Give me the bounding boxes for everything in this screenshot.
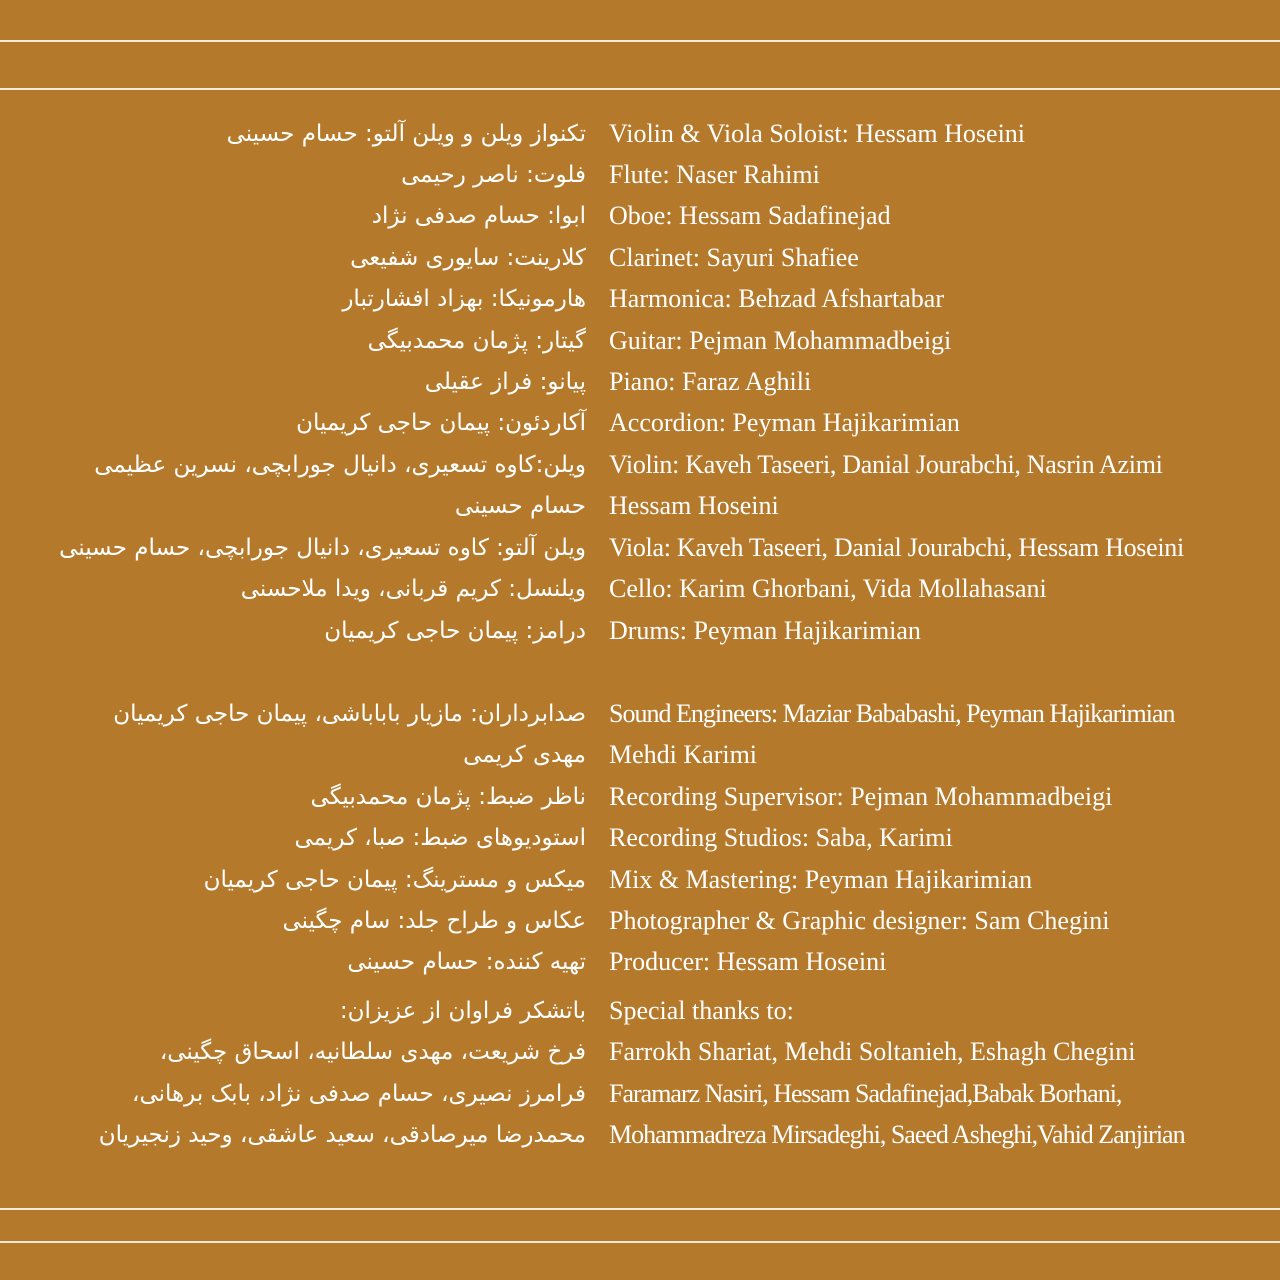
credit-role: Cello: xyxy=(609,574,673,603)
persian-credit: فرخ شریعت، مهدی سلطانیه، اسحاق چگینی، xyxy=(159,1039,586,1065)
credit-names: Pejman Mohammadbeigi xyxy=(689,326,952,355)
credit-names: Mohammadreza Mirsadeghi, Saeed Asheghi,Vahid Zanjirian xyxy=(609,1120,1185,1149)
credit-row xyxy=(0,281,1280,317)
credit-role: Viola: xyxy=(609,533,671,562)
credit-names: Kaveh Taseeri, Danial Jourabchi, Hessam Hoseini xyxy=(676,533,1184,562)
persian-credit: محمدرضا میرصادقی، سعید عاشقی، وحید زنجیریان xyxy=(98,1122,586,1148)
credit-row xyxy=(0,447,1280,483)
credit-names: Peyman Hajikarimian xyxy=(804,865,1033,894)
credit-role: Photographer & Graphic designer: xyxy=(609,906,968,935)
persian-credit: تکنواز ویلن و ویلن آلتو: حسام حسینی xyxy=(226,121,586,147)
persian-credit: ابوا: حسام صدفی نژاد xyxy=(371,203,586,229)
credit-row xyxy=(0,993,1280,1029)
credit-names: Saba, Karimi xyxy=(815,823,953,852)
credit-role: Piano: xyxy=(609,367,676,396)
english-credit xyxy=(609,1076,1121,1112)
persian-credit: پیانو: فراز عقیلی xyxy=(424,369,586,395)
credit-row xyxy=(0,1076,1280,1112)
credit-role: Clarinet: xyxy=(609,243,700,272)
credit-row xyxy=(0,820,1280,856)
persian-credit: درامز: پیمان حاجی کریمیان xyxy=(324,618,586,644)
english-credit xyxy=(609,1117,1185,1153)
persian-credit: آکاردئون: پیمان حاجی کریمیان xyxy=(296,410,586,436)
english-credit xyxy=(609,1034,1135,1070)
english-credit xyxy=(609,530,1184,566)
top-rule-upper xyxy=(0,40,1280,42)
credit-row xyxy=(0,1117,1280,1153)
credit-role: Producer: xyxy=(609,947,711,976)
persian-credit: گیتار: پژمان محمدبیگی xyxy=(367,328,586,354)
english-credit xyxy=(609,488,779,524)
credit-role: Recording Studios: xyxy=(609,823,810,852)
persian-credit: کلارینت: سایوری شفیعی xyxy=(350,245,586,271)
credit-names: Karim Ghorbani, Vida Mollahasani xyxy=(679,574,1047,603)
persian-credit: هارمونیکا: بهزاد افشارتبار xyxy=(342,286,586,312)
credit-names: Pejman Mohammadbeigi xyxy=(850,782,1113,811)
credit-row xyxy=(0,1034,1280,1070)
persian-credit: فرامرز نصیری، حسام صدفی نژاد، بابک برهانی، xyxy=(132,1081,586,1107)
credit-row xyxy=(0,903,1280,939)
english-credit xyxy=(609,364,811,400)
credit-role: Flute: xyxy=(609,160,670,189)
credit-names: Faraz Aghili xyxy=(681,367,812,396)
english-credit xyxy=(609,820,953,856)
credit-row xyxy=(0,779,1280,815)
credit-row xyxy=(0,696,1280,732)
bottom-rule-upper xyxy=(0,1208,1280,1210)
english-credit xyxy=(609,198,891,234)
credit-role: Drums: xyxy=(609,616,687,645)
credit-row xyxy=(0,571,1280,607)
credit-row xyxy=(0,488,1280,524)
english-credit xyxy=(609,779,1112,815)
credit-names: Behzad Afshartabar xyxy=(738,284,944,313)
english-credit xyxy=(609,240,859,276)
english-credit xyxy=(609,613,921,649)
credit-names: Hessam Hoseini xyxy=(609,491,779,520)
credit-names: Maziar Bababashi, Peyman Hajikarimian xyxy=(782,699,1175,728)
credit-row xyxy=(0,116,1280,152)
english-credit xyxy=(609,571,1047,607)
credit-role: Mix & Mastering: xyxy=(609,865,799,894)
credit-row xyxy=(0,323,1280,359)
credit-role: Violin: xyxy=(609,450,680,479)
credit-names: Peyman Hajikarimian xyxy=(732,408,960,437)
credit-role: Sound Engineers: xyxy=(609,699,778,728)
bottom-rule-lower xyxy=(0,1241,1280,1243)
credit-row xyxy=(0,157,1280,193)
credit-row xyxy=(0,862,1280,898)
english-credit xyxy=(609,696,1175,732)
credit-row xyxy=(0,405,1280,441)
credit-names: Peyman Hajikarimian xyxy=(693,616,921,645)
english-credit xyxy=(609,737,757,773)
credit-role: Guitar: xyxy=(609,326,683,355)
credit-names: Sayuri Shafiee xyxy=(706,243,859,272)
credit-names: Hessam Hoseini xyxy=(716,947,887,976)
english-credit xyxy=(609,944,886,980)
top-rule-lower xyxy=(0,88,1280,90)
persian-credit: ویلن آلتو: کاوه تسعیری، دانیال جورابچی، حسام حسینی xyxy=(59,535,586,561)
credit-row xyxy=(0,364,1280,400)
persian-credit: حسام حسینی xyxy=(454,493,586,519)
credit-role: Accordion: xyxy=(609,408,726,437)
english-credit xyxy=(609,157,820,193)
english-credit xyxy=(609,447,1163,483)
credit-names: Mehdi Karimi xyxy=(609,740,758,769)
credit-names: Naser Rahimi xyxy=(676,160,820,189)
credit-row xyxy=(0,240,1280,276)
persian-credit: باتشکر فراوان از عزیزان: xyxy=(339,998,586,1024)
credit-row xyxy=(0,530,1280,566)
credit-names: Farrokh Shariat, Mehdi Soltanieh, Eshagh Chegini xyxy=(609,1037,1136,1066)
english-credit xyxy=(609,323,951,359)
credit-names: Kaveh Taseeri, Danial Jourabchi, Nasrin Azimi xyxy=(685,450,1163,479)
credit-row xyxy=(0,613,1280,649)
english-credit xyxy=(609,405,960,441)
english-credit xyxy=(609,116,1025,152)
credit-row xyxy=(0,737,1280,773)
english-credit xyxy=(609,993,794,1029)
credit-role: Violin & Viola Soloist: xyxy=(609,119,849,148)
credit-names: Hessam Sadafinejad xyxy=(679,201,891,230)
persian-credit: ویلنسل: کریم قربانی، ویدا ملاحسنی xyxy=(240,576,586,602)
credit-role: Recording Supervisor: xyxy=(609,782,844,811)
credit-row xyxy=(0,198,1280,234)
persian-credit: استودیوهای ضبط: صبا، کریمی xyxy=(294,825,586,851)
credit-role: Oboe: xyxy=(609,201,673,230)
persian-credit: مهدی کریمی xyxy=(463,742,586,768)
persian-credit: ویلن:کاوه تسعیری، دانیال جورابچی، نسرین عظیمی xyxy=(94,452,586,478)
credit-row xyxy=(0,944,1280,980)
credit-role: Harmonica: xyxy=(609,284,732,313)
credit-role: Special thanks to: xyxy=(609,996,794,1025)
credit-names: Faramarz Nasiri, Hessam Sadafinejad,Babak Borhani, xyxy=(609,1079,1122,1108)
credit-names: Sam Chegini xyxy=(974,906,1110,935)
persian-credit: میکس و مسترینگ: پیمان حاجی کریمیان xyxy=(203,867,586,893)
persian-credit: فلوت: ناصر رحیمی xyxy=(401,162,586,188)
persian-credit: عکاس و طراح جلد: سام چگینی xyxy=(282,908,586,934)
persian-credit: تهیه کننده: حسام حسینی xyxy=(347,949,586,975)
english-credit xyxy=(609,862,1032,898)
persian-credit: صدابرداران: مازیار باباباشی، پیمان حاجی کریمیان xyxy=(113,701,586,727)
english-credit xyxy=(609,903,1109,939)
persian-credit: ناظر ضبط: پژمان محمدبیگی xyxy=(310,784,586,810)
credit-names: Hessam Hoseini xyxy=(855,119,1026,148)
english-credit xyxy=(609,281,944,317)
